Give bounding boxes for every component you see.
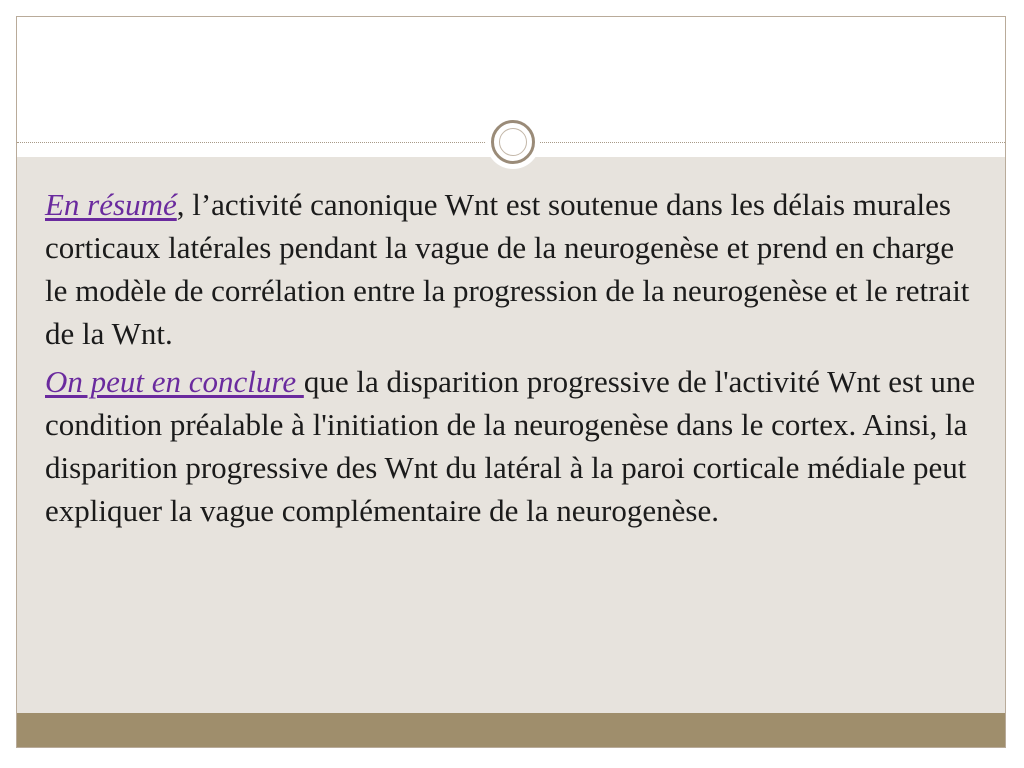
paragraph-summary [45, 183, 980, 355]
ornament-ring [491, 120, 535, 164]
paragraph-conclusion [45, 360, 980, 532]
summary-text: , l’activité canonique Wnt est soutenue dans les délais murales corticaux latérales pendant la vague de la neurogenèse et prend en charge le modèle de corrélation entre la progression de la neurogenèse et le retrait de la Wnt. [45, 187, 970, 351]
footer-bar [17, 713, 1005, 747]
slide [16, 16, 1006, 748]
summary-lead: En résumé [45, 187, 177, 222]
conclusion-lead: On peut en conclure [45, 364, 304, 399]
ornament-inner-ring [499, 128, 527, 156]
conclusion-text: que la disparition progressive de l'activité Wnt est une condition préalable à l'initiation de la neurogenèse dans le cortex. Ainsi, la disparition progressive des Wnt du latéral à la paroi corticale médiale peut expliquer la vague complémentaire de la neurogenèse. [45, 364, 976, 528]
slide-body [45, 183, 980, 537]
circle-ornament-icon [486, 115, 540, 169]
